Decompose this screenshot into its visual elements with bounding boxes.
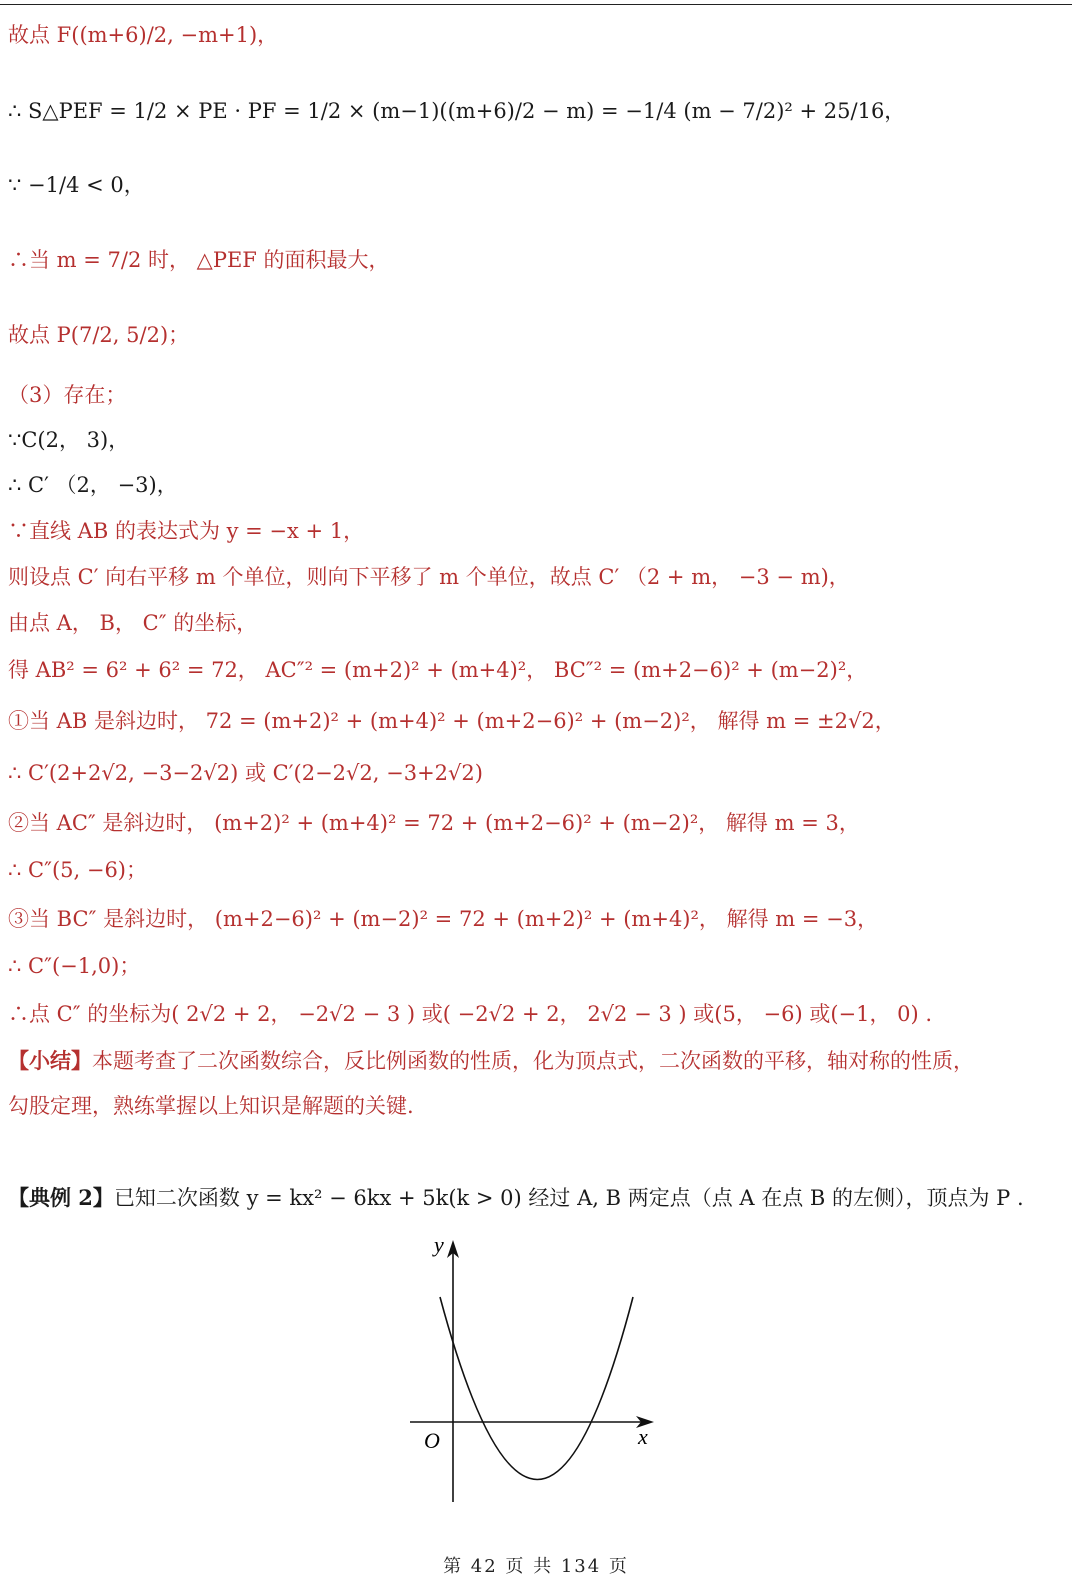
- example-label: 【典例 2】: [8, 1185, 114, 1210]
- solution-line: 则设点 C′ 向右平移 m 个单位，则向下平移了 m 个单位，故点 C′ （2 + m， −3 − m)，: [8, 565, 850, 589]
- solution-line: ∴ C″(5, −6)；: [8, 858, 148, 882]
- page-footer: 第 42 页 共 134 页: [443, 1556, 629, 1577]
- solution-line: ∵直线 AB 的表达式为 y = −x + 1，: [8, 519, 365, 543]
- x-axis-label: x: [638, 1424, 648, 1449]
- parabola-curve: [440, 1297, 633, 1480]
- solution-line: 得 AB² = 6² + 6² = 72， AC″² = (m+2)² + (m+4)²， BC″² = (m+2−6)² + (m−2)²，: [8, 658, 868, 682]
- solution-line: 故点 F((m+6)/2, −m+1)，: [8, 23, 279, 47]
- y-axis-label: y: [434, 1232, 444, 1257]
- solution-line: ∴ C′(2+2√2, −3−2√2) 或 C′(2−2√2, −3+2√2): [8, 761, 483, 785]
- solution-line: ∵C(2， 3)，: [8, 428, 130, 452]
- solution-line: 由点 A， B， C″ 的坐标，: [8, 611, 258, 635]
- solution-line: ∴当 m = 7/2 时， △PEF 的面积最大，: [8, 248, 390, 272]
- summary-label: 【小结】: [8, 1048, 92, 1073]
- solution-line: ∴点 C″ 的坐标为( 2√2 + 2， −2√2 − 3 ) 或( −2√2 + 2， 2√2 − 3 ) 或(5， −6) 或(−1， 0) .: [8, 1002, 933, 1026]
- solution-line: ∵ −1/4 < 0，: [8, 173, 145, 197]
- solution-line: ∴ S△PEF = 1/2 × PE · PF = 1/2 × (m−1)((m+6)/2 − m) = −1/4 (m − 7/2)² + 25/16，: [8, 99, 906, 123]
- top-rule: [0, 4, 1072, 5]
- example-2-heading: [8, 1185, 1024, 1211]
- parabola-graph: [400, 1232, 670, 1512]
- origin-label: O: [424, 1428, 440, 1453]
- solution-line: （3）存在；: [8, 383, 127, 407]
- example-text: 已知二次函数 y = kx² − 6kx + 5k(k > 0) 经过 A, B 两定点（点 A 在点 B 的左侧），顶点为 P .: [113, 1186, 1024, 1210]
- summary-text-1: 本题考查了二次函数综合，反比例函数的性质，化为顶点式，二次函数的平移，轴对称的性质，: [92, 1049, 974, 1073]
- solution-line: ①当 AB 是斜边时， 72 = (m+2)² + (m+4)² + (m+2−6)² + (m−2)²， 解得 m = ±2√2，: [8, 709, 896, 733]
- solution-line: ③当 BC″ 是斜边时， (m+2−6)² + (m−2)² = 72 + (m+2)² + (m+4)²， 解得 m = −3，: [8, 907, 879, 931]
- solution-line: 故点 P(7/2, 5/2)；: [8, 323, 190, 347]
- solution-line: ②当 AC″ 是斜边时， (m+2)² + (m+4)² = 72 + (m+2−6)² + (m−2)²， 解得 m = 3，: [8, 811, 860, 835]
- summary-line-1: [8, 1048, 974, 1074]
- solution-line: ∴ C″(−1,0)；: [8, 954, 141, 978]
- summary-line-2: 勾股定理，熟练掌握以上知识是解题的关键.: [8, 1094, 414, 1118]
- solution-line: ∴ C′ （2， −3)，: [8, 473, 178, 497]
